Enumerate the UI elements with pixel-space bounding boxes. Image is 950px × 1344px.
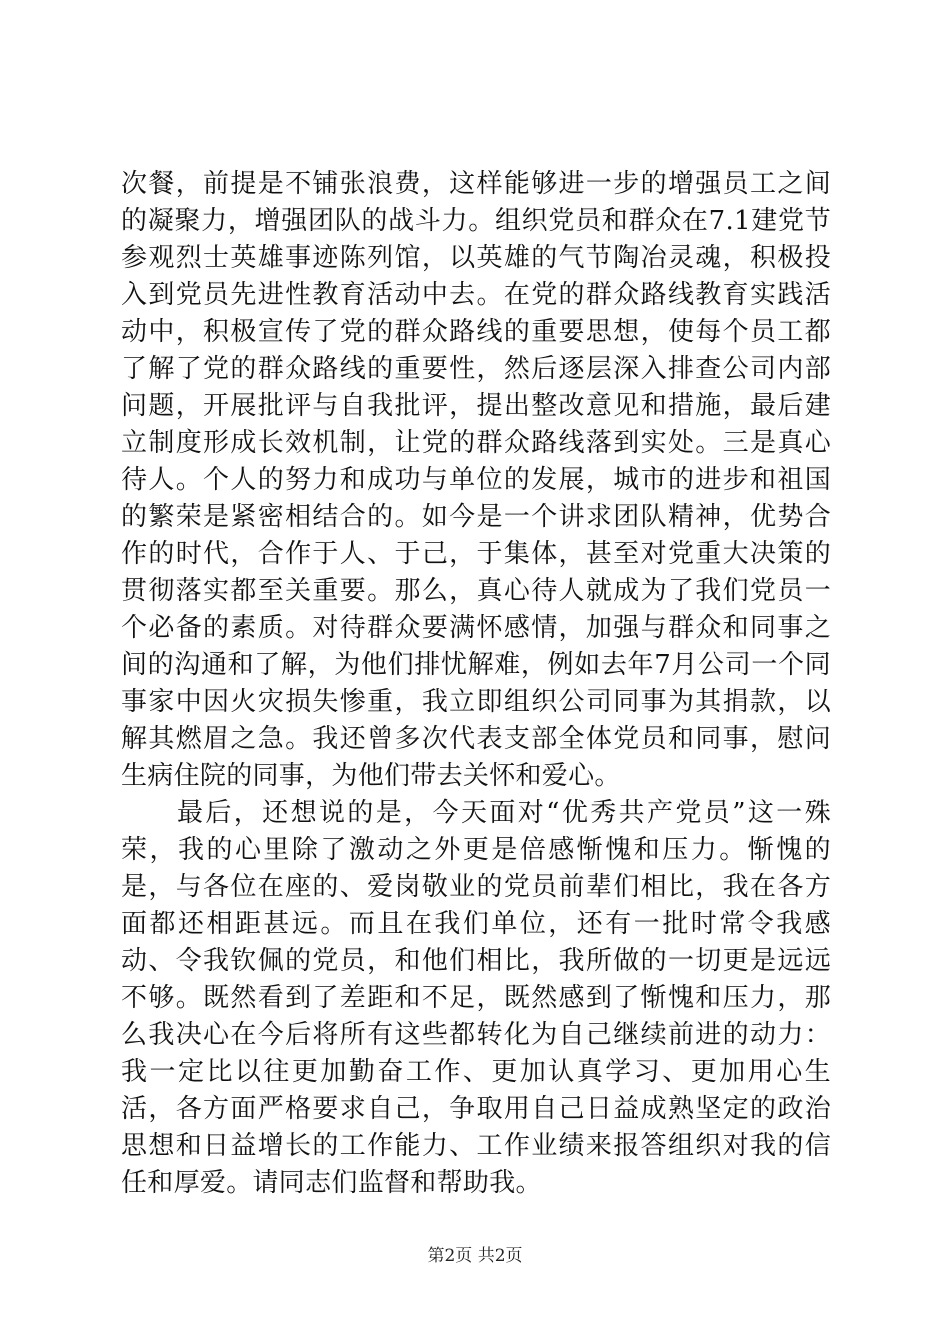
- document-body: [121, 166, 831, 1202]
- paragraph-closing: 最后，还想说的是，今天面对“优秀共产党员”这一殊荣，我的心里除了激动之外更是倍感惭愧和压力。惭愧的是，与各位在座的、爱岗敬业的党员前辈们相比，我在各方面都还相距甚远。而且在我们单位，还有一批时常令我感动、令我钦佩的党员，和他们相比，我所做的一切更是远远不够。既然看到了差距和不足，既然感到了惭愧和压力，那么我决心在今后将所有这些都转化为自己继续前进的动力：我一定比以往更加勤奋工作、更加认真学习、更加用心生活，各方面严格要求自己，争取用自己日益成熟坚定的政治思想和日益增长的工作能力、工作业绩来报答组织对我的信任和厚爱。请同志们监督和帮助我。: [121, 798, 831, 1198]
- page-number-footer: 第2页 共2页: [427, 1246, 523, 1266]
- paragraph-continued: 次餐，前提是不铺张浪费，这样能够进一步的增强员工之间的凝聚力，增强团队的战斗力。组织党员和群众在7.1建党节参观烈士英雄事迹陈列馆，以英雄的气节陶冶灵魂，积极投入到党员先进性教育活动中去。在党的群众路线教育实践活动中，积极宣传了党的群众路线的重要思想，使每个员工都了解了党的群众路线的重要性，然后逐层深入排查公司内部问题，开展批评与自我批评，提出整改意见和措施，最后建立制度形成长效机制，让党的群众路线落到实处。三是真心待人。个人的努力和成功与单位的发展，城市的进步和祖国的繁荣是紧密相结合的。如今是一个讲求团队精神，优势合作的时代，合作于人、于己，于集体，甚至对党重大决策的贯彻落实都至关重要。那么，真心待人就成为了我们党员一个必备的素质。对待群众要满怀感情，加强与群众和同事之间的沟通和了解，为他们排忧解难，例如去年7月公司一个同事家中因火灾损失惨重，我立即组织公司同事为其捐款，以解其燃眉之急。我还曾多次代表支部全体党员和同事，慰问生病住院的同事，为他们带去关怀和爱心。: [121, 169, 831, 791]
